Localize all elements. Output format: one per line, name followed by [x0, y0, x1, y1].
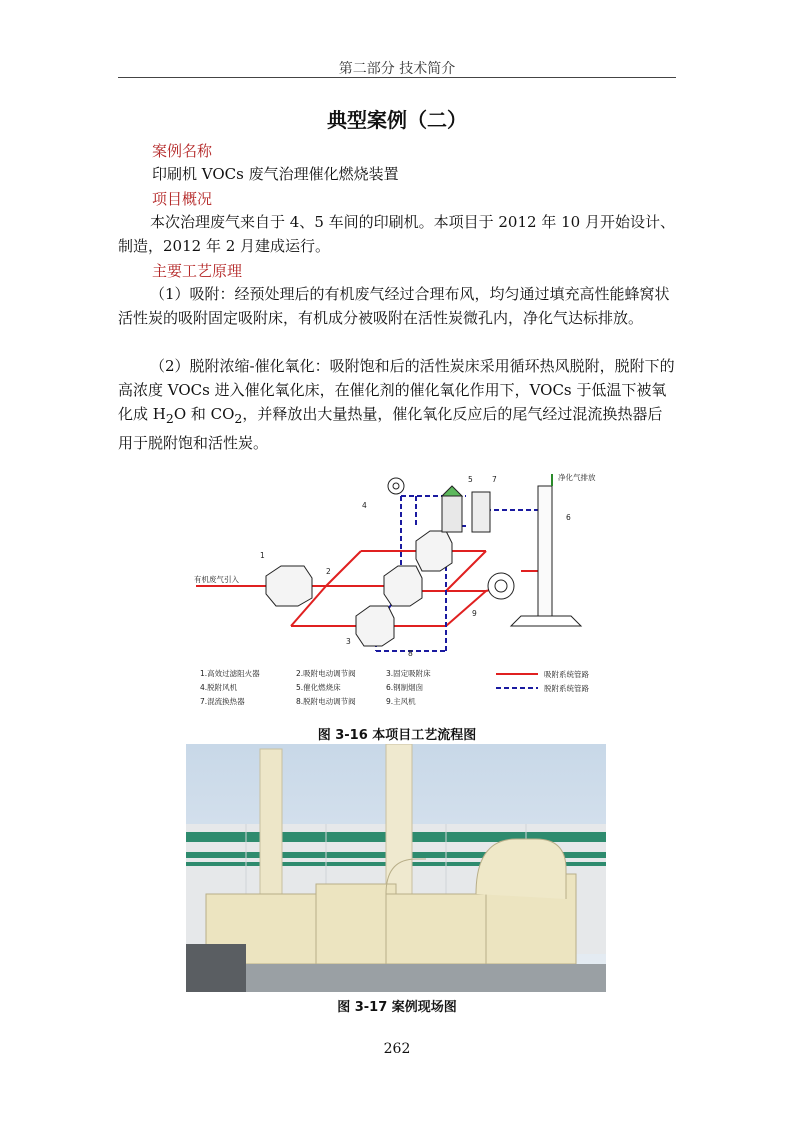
diagram-legend [200, 668, 589, 706]
principle-p2-text-a: （2）脱附浓缩-催化氧化：吸附饱和后的活性炭床采用循环热风脱附，脱附下的高浓度 VOCs 进入催化氧化床，在催化剂的催化氧化作用下，VOCs 于低温下被氧化成 H [118, 357, 675, 423]
number-7: 7 [492, 475, 497, 484]
number-2: 2 [326, 567, 331, 576]
principle-p2-text-b: O 和 CO [173, 405, 235, 423]
number-8: 8 [408, 649, 413, 658]
principle-heading: 主要工艺原理 [152, 262, 243, 280]
number-6: 6 [566, 513, 571, 522]
legend-item: 3.固定吸附床 [386, 669, 431, 678]
principle-p1-text: （1）吸附：经预处理后的有机废气经过合理布风，均匀通过填充高性能蜂窝状活性炭的吸附固定吸附床，有机成分被吸附在活性炭微孔内，净化气达标排放。 [118, 285, 670, 327]
adsorption-beds [266, 531, 452, 646]
legend-item: 1.高效过滤阻火器 [200, 669, 260, 678]
legend-adsorption: 吸附系统管路 [544, 670, 589, 679]
overview-heading: 项目概况 [152, 190, 213, 208]
number-1: 1 [260, 551, 265, 560]
legend-item: 7.混流换热器 [200, 697, 245, 706]
legend-item: 4.脱附风机 [200, 683, 238, 692]
process-flow-diagram [186, 466, 610, 712]
number-4: 4 [362, 501, 367, 510]
main-fan-icon [488, 573, 514, 599]
desorption-fan-icon [388, 478, 404, 494]
running-header: 第二部分 技术简介 [338, 61, 456, 77]
figure-2-caption: 图 3-17 案例现场图 [337, 1000, 457, 1015]
figure-1-caption: 图 3-16 本项目工艺流程图 [317, 728, 477, 743]
site-photo [186, 744, 606, 992]
chimney-icon [511, 486, 581, 626]
legend-item: 9.主风机 [386, 697, 416, 706]
overview-paragraph [118, 210, 676, 258]
header-rule [118, 77, 676, 78]
catalytic-bed-icon [442, 486, 462, 532]
case-name-heading: 案例名称 [152, 142, 213, 160]
legend-item: 6.钢制烟囱 [386, 683, 424, 692]
principle-p2-text-c: ，并释放出大量热量，催化氧化反应后的尾气经过混流换热器后用于脱附饱和活性炭。 [118, 405, 663, 452]
inlet-label: 有机废气引入 [194, 575, 239, 584]
principle-paragraph-2 [118, 354, 676, 455]
heat-exchanger-icon [472, 492, 490, 532]
number-5: 5 [468, 475, 473, 484]
legend-desorption: 脱附系统管路 [544, 684, 589, 693]
case-name-text: 印刷机 VOCs 废气治理催化燃烧装置 [152, 165, 399, 183]
legend-item: 5.催化燃烧床 [296, 683, 341, 692]
number-9: 9 [472, 609, 477, 618]
overview-text: 本次治理废气来自于 4、5 车间的印刷机。本项目于 2012 年 10 月开始设计、制造，2012 年 2 月建成运行。 [118, 213, 675, 255]
legend-item: 8.脱附电动调节阀 [296, 697, 356, 706]
subscript-2: 2 [234, 411, 243, 426]
subscript-2: 2 [165, 411, 174, 426]
principle-paragraph-1 [118, 282, 676, 330]
page-number: 262 [383, 1041, 411, 1057]
page-title: 典型案例（二） [327, 108, 467, 132]
number-3: 3 [346, 637, 351, 646]
legend-item: 2.吸附电动调节阀 [296, 669, 356, 678]
outlet-label: 净化气排放 [558, 473, 596, 482]
